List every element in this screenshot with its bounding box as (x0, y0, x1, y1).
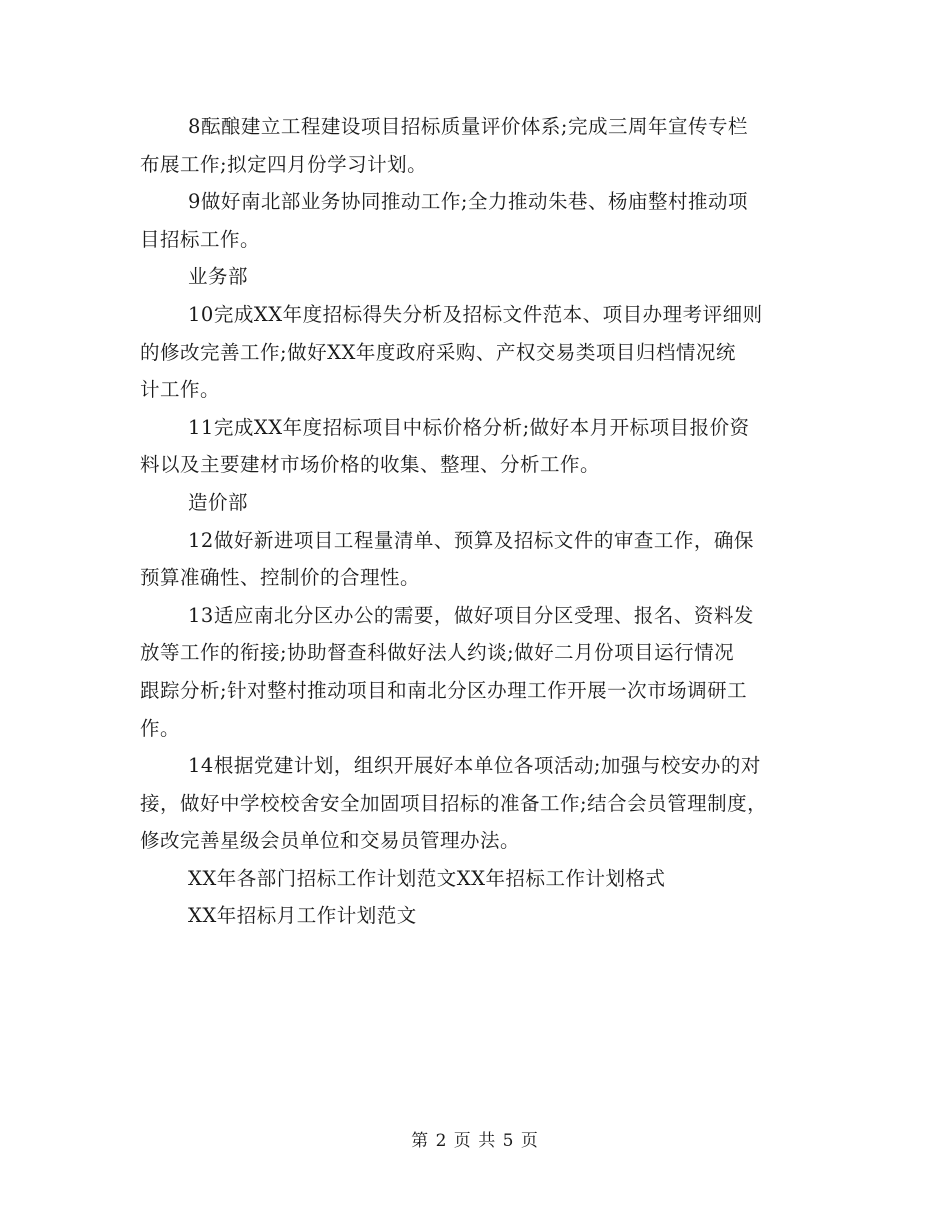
body-line: 8酝酿建立工程建设项目招标质量评价体系;完成三周年宣传专栏 (188, 115, 748, 138)
body-line: 的修改完善工作;做好XX年度政府采购、产权交易类项目归档情况统 (140, 340, 736, 364)
body-line: 预算准确性、控制价的合理性。 (140, 566, 421, 590)
related-link-text: XX年招标月工作计划范文 (188, 904, 417, 928)
related-link-text: XX年各部门招标工作计划范文XX年招标工作计划格式 (188, 866, 666, 890)
body-line: 接，做好中学校校舍安全加固项目招标的准备工作;结合会员管理制度， (140, 791, 768, 815)
body-line: 9做好南北部业务协同推动工作;全力推动朱巷、杨庙整村推动项 (188, 190, 748, 214)
section-heading-business: 业务部 (188, 265, 249, 289)
body-line: 目招标工作。 (140, 227, 261, 251)
body-line: 作。 (140, 716, 181, 740)
body-line: 布展工作;拟定四月份学习计划。 (140, 152, 428, 176)
body-line: 11完成XX年度招标项目中标价格分析;做好本月开标项目报价资 (188, 415, 750, 439)
body-line: 计工作。 (140, 378, 221, 402)
document-body (140, 108, 815, 935)
section-heading-cost: 造价部 (188, 490, 249, 514)
body-line: 料以及主要建材市场价格的收集、整理、分析工作。 (140, 453, 601, 477)
body-line: 放等工作的衔接;协助督查科做好法人约谈;做好二月份项目运行情况 (140, 641, 735, 665)
body-line: 13适应南北分区办公的需要，做好项目分区受理、报名、资料发 (188, 603, 754, 627)
body-line: 12做好新进项目工程量清单、预算及招标文件的审查工作，确保 (188, 528, 754, 552)
body-line: 修改完善星级会员单位和交易员管理办法。 (140, 829, 521, 853)
page-number: 第 2 页 共 5 页 (411, 1131, 539, 1151)
body-line: 10完成XX年度招标得失分析及招标文件范本、项目办理考评细则 (188, 302, 763, 326)
body-line: 跟踪分析;针对整村推动项目和南北分区办理工作开展一次市场调研工 (140, 678, 748, 702)
body-line: 14根据党建计划，组织开展好本单位各项活动;加强与校安办的对 (188, 754, 761, 778)
